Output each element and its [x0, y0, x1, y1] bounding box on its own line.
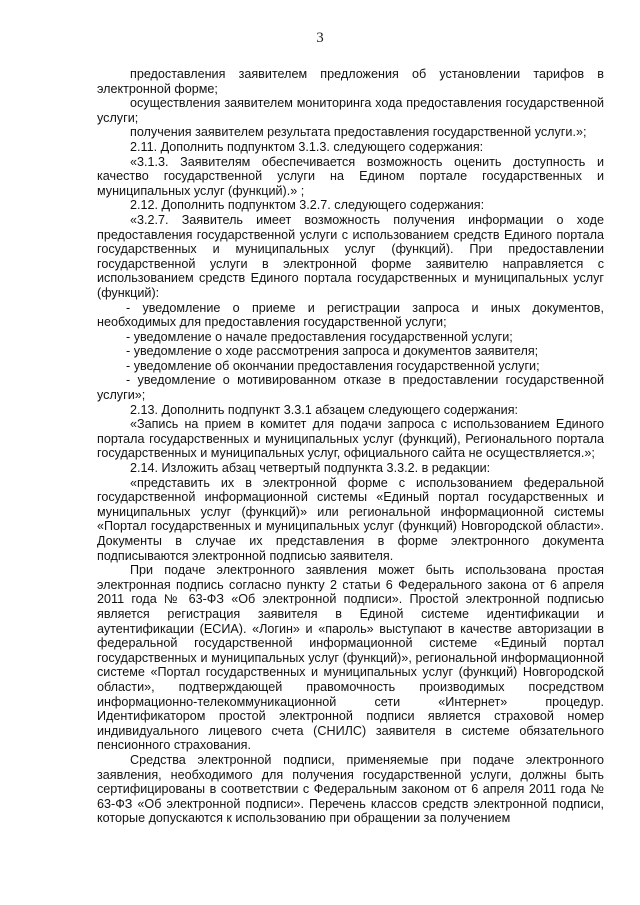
paragraph-2-12: 2.12. Дополнить подпунктом 3.2.7. следующего содержания:	[130, 198, 485, 213]
list-item-notice-progress: - уведомление о ходе рассмотрения запроса и документов заявителя;	[126, 344, 539, 359]
paragraph-appointment: «Запись на прием в комитет для подачи запроса с использованием Единого портала государственных и муниципальных услуг (функций), Регионального портала государственных и муниципальных услуг, официального сайта не осуществляется.»;	[97, 417, 604, 461]
paragraph-2-14: 2.14. Изложить абзац четвертый подпункта 3.3.2. в редакции:	[130, 461, 491, 476]
page-number: 3	[316, 30, 324, 46]
list-item-notice-start: - уведомление о начале предоставления государственной услуги;	[126, 329, 513, 344]
list-item-notice-receipt: - уведомление о приеме и регистрации запроса и иных документов, необходимых для предоставления государственной услуги;	[97, 300, 604, 330]
paragraph-electronic-form: «представить их в электронной форме с использованием федеральной государственной информационной системы «Единый портал государственных и муниципальных услуг (функций)» или региональной информационной системы «Портал государственных и муниципальных услуг (функций) Новгородской области». Документы в случае их представления в форме электронного документа подписываются электронной подписью заявителя.	[97, 475, 604, 563]
paragraph-3-2-7: «3.2.7. Заявитель имеет возможность получения информации о ходе предоставления государственной услуги с использованием средств Единого портала государственных и муниципальных услуг (функций). При предоставлении государственной услуги в электронной форме заявителю направляется с использованием средств Единого портала государственных и муниципальных услуг (функций):	[97, 212, 604, 300]
paragraph-3-1-3: «3.1.3. Заявителям обеспечивается возможность оценить доступность и качество государственной услуги на Едином портале государственных и муниципальных услуг (функций).» ;	[97, 154, 604, 198]
paragraph-2-13: 2.13. Дополнить подпункт 3.3.1 абзацем следующего содержания:	[130, 402, 519, 417]
list-item-notice-refusal: - уведомление о мотивированном отказе в предоставлении государственной услуги»;	[97, 373, 604, 403]
paragraph-signature-tools: Средства электронной подписи, применяемые при подаче электронного заявления, необходимого для получения государственной услуги, должны быть сертифицированы в соответствии с Федеральным законом от 6 апреля 2011 года № 63-ФЗ «Об электронной подписи». Перечень классов средств электронной подписи, которые допускаются к использованию при обращении за получением	[97, 752, 604, 826]
paragraph-monitoring: осуществления заявителем мониторинга хода предоставления государственной услуги;	[97, 96, 604, 125]
document-body	[97, 67, 604, 826]
paragraph-tariff-proposal: предоставления заявителем предложения об установлении тарифов в электронной форме;	[97, 67, 604, 96]
paragraph-result: получения заявителем результата предоставления государственной услуги.»;	[130, 125, 587, 140]
paragraph-2-11: 2.11. Дополнить подпунктом 3.1.3. следующего содержания:	[130, 139, 484, 154]
paragraph-simple-signature: При подаче электронного заявления может быть использована простая электронная подпись согласно пункту 2 статьи 6 Федерального закона от 6 апреля 2011 года № 63-ФЗ «Об электронной подписи». Простой электронной подписью является регистрация заявителя в Единой системе идентификации и аутентификации (ЕСИА). «Логин» и «пароль» выступают в качестве авторизации в федеральной государственной информационной системе «Единый портал государственных и муниципальных услуг (функций)», региональной информационной системе «Портал государственных и муниципальных услуг (функций) Новгородской области», подтверждающей правомочность производимых посредством информационно-телекоммуникационной сети «Интернет» процедур. Идентификатором простой электронной подписи является страховой номер индивидуального лицевого счета (СНИЛС) заявителя в системе обязательного пенсионного страхования.	[97, 563, 604, 753]
list-item-notice-end: - уведомление об окончании предоставления государственной услуги;	[126, 358, 540, 373]
